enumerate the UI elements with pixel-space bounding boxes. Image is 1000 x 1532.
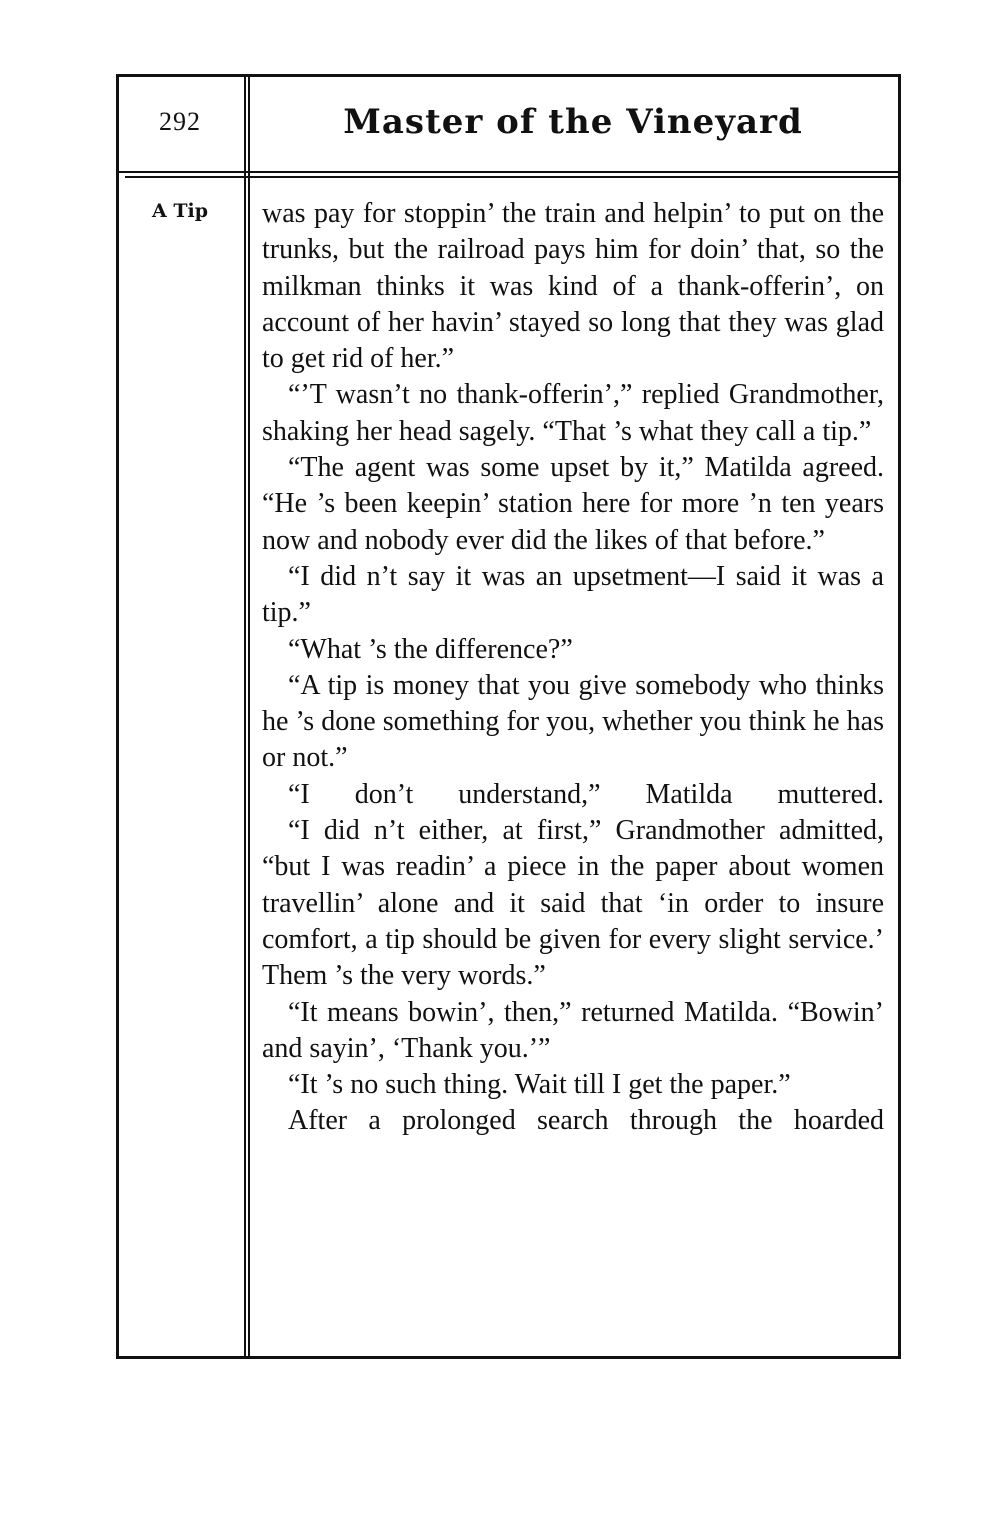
paragraph: was pay for stoppin’ the train and helpin’ to put on the trunks, but the railroad pays him for doin’ that, so the milkman thinks it was kind of a thank-offerin’, on account of her havin’ stayed so long that they was glad to get rid of her.” [262,198,884,375]
paragraph: “A tip is money that you give somebody who thinks he ’s done something for you, whether you think he has or not.” [262,669,884,774]
paragraph: After a prolonged search through the hoarded [288,1105,884,1137]
paragraph: “I did n’t either, at first,” Grandmother admitted, “but I was readin’ a piece in the paper about women travellin’ alone and it said that ‘in order to insure comfort, a tip should be given for every slight service.’ Them ’s the very words.” [262,815,884,992]
header-rule [119,171,898,173]
page-number: 292 [159,107,201,136]
paragraph: “The agent was some upset by it,” Matilda agreed. “He ’s been keepin’ station here for more ’n ten years now and nobody ever did the likes of that before.” [262,452,884,556]
margin-note: A Tip [152,200,208,222]
running-title: Master of the Vineyard [343,102,803,142]
margin-rule [244,77,246,1356]
paragraph: “It means bowin’, then,” returned Matilda. “Bowin’ and sayin’, ‘Thank you.’” [262,996,884,1064]
margin-rule-inner [248,77,250,1356]
paragraph: “I don’t understand,” Matilda muttered. [288,778,884,810]
paragraph: “’T wasn’t no thank-offerin’,” replied Grandmother, shaking her head sagely. “That ’s what they call a tip.” [262,379,884,447]
paragraph: “I did n’t say it was an upsetment—I said it was a tip.” [262,560,884,629]
body-text [262,196,884,1140]
header-rule-inner [125,176,898,178]
paragraph: “It ’s no such thing. Wait till I get the paper.” [288,1069,791,1101]
paragraph: “What ’s the difference?” [288,633,573,665]
